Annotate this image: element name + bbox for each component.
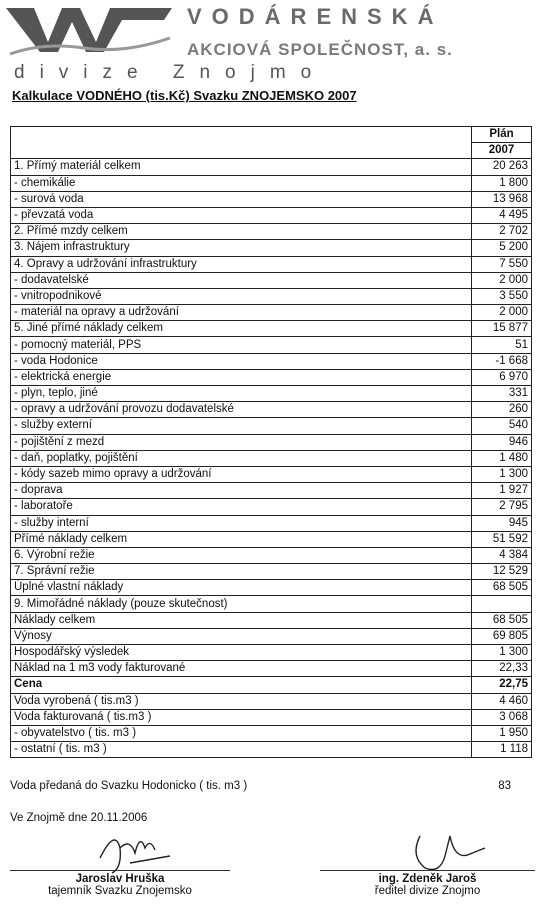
row-label: - daň, poplatky, pojištění (11, 450, 472, 466)
row-label: - kódy sazeb mimo opravy a udržování (11, 466, 472, 482)
table-row (11, 434, 532, 450)
row-label: Náklad na 1 m3 vody fakturované (11, 661, 472, 677)
row-label: - opravy a udržování provozu dodavatelské (11, 402, 472, 418)
table-row (11, 725, 532, 741)
row-label: - plyn, teplo, jiné (11, 386, 472, 402)
row-value: 946 (472, 434, 532, 450)
signature-right (400, 826, 490, 876)
row-value: 2 702 (472, 224, 532, 240)
row-label: 1. Přímý materiál celkem (11, 159, 472, 175)
signature-block-right (320, 870, 535, 897)
handed-over-label: Voda předaná do Svazku Hodonicko ( tis. m3 ) (10, 780, 248, 792)
row-label: 5. Jiné přímé náklady celkem (11, 321, 472, 337)
row-value: 260 (472, 402, 532, 418)
table-row (11, 515, 532, 531)
row-label: - elektrická energie (11, 369, 472, 385)
calculation-table (10, 126, 532, 758)
letterhead (4, 2, 535, 84)
row-label: Hospodářský výsledek (11, 645, 472, 661)
date-line: Ve Znojmě dne 20.11.2006 (10, 812, 148, 824)
table-row (11, 159, 532, 175)
table-row (11, 693, 532, 709)
handed-over-line (10, 780, 531, 792)
row-label: Výnosy (11, 628, 472, 644)
row-value: 945 (472, 515, 532, 531)
table-row (11, 224, 532, 240)
row-label: Přímé náklady celkem (11, 531, 472, 547)
row-value: 1 480 (472, 450, 532, 466)
row-value: 1 950 (472, 725, 532, 741)
table-row (11, 499, 532, 515)
row-label: - chemikálie (11, 175, 472, 191)
row-label: Cena (11, 677, 472, 693)
row-label: Úplné vlastní náklady (11, 580, 472, 596)
row-label: Voda fakturovaná ( tis.m3 ) (11, 709, 472, 725)
row-value: 1 118 (472, 742, 532, 758)
document-title: Kalkulace VODNÉHO (tis.Kč) Svazku ZNOJEMSKO 2007 (12, 88, 357, 103)
company-name-line2: AKCIOVÁ SPOLEČNOST, a. s. (187, 40, 453, 59)
row-value: 2 795 (472, 499, 532, 515)
row-value: 1 927 (472, 483, 532, 499)
signature-line (10, 870, 230, 871)
row-value: 68 505 (472, 612, 532, 628)
table-row (11, 207, 532, 223)
table-row (11, 742, 532, 758)
row-value: 3 550 (472, 288, 532, 304)
header-year: 2007 (472, 143, 532, 159)
table-row (11, 677, 532, 693)
row-value: 51 592 (472, 531, 532, 547)
table-row (11, 580, 532, 596)
company-logo (4, 2, 174, 58)
table-row (11, 709, 532, 725)
row-value: 2 000 (472, 272, 532, 288)
row-value: 540 (472, 418, 532, 434)
row-label: - materiál na opravy a udržování (11, 305, 472, 321)
row-label: - obyvatelstvo ( tis. m3 ) (11, 725, 472, 741)
table-row (11, 564, 532, 580)
row-label: 4. Opravy a udržování infrastruktury (11, 256, 472, 272)
table-row (11, 466, 532, 482)
table-row (11, 386, 532, 402)
signatory-role: ředitel divize Znojmo (374, 885, 481, 897)
row-value: 5 200 (472, 240, 532, 256)
row-value: 3 068 (472, 709, 532, 725)
table-row (11, 596, 532, 612)
signatory-name: ing. Zdeněk Jaroš (378, 873, 477, 885)
table-row (11, 305, 532, 321)
table-row (11, 321, 532, 337)
row-label: - pomocný materiál, PPS (11, 337, 472, 353)
row-label: - surová voda (11, 191, 472, 207)
row-label: - pojištění z mezd (11, 434, 472, 450)
row-value: 2 000 (472, 305, 532, 321)
row-value: 22,33 (472, 661, 532, 677)
signature-left (90, 818, 180, 878)
table-row (11, 418, 532, 434)
row-label: - doprava (11, 483, 472, 499)
table-row (11, 661, 532, 677)
row-value (472, 596, 532, 612)
row-label: 3. Nájem infrastruktury (11, 240, 472, 256)
table-row (11, 402, 532, 418)
row-value: 13 968 (472, 191, 532, 207)
row-value: 15 877 (472, 321, 532, 337)
table-row (11, 531, 532, 547)
table-row (11, 272, 532, 288)
table-row (11, 240, 532, 256)
row-value: 4 384 (472, 547, 532, 563)
division-name: divize Znojmo (14, 62, 327, 83)
row-value: 1 300 (472, 466, 532, 482)
row-label: - služby interní (11, 515, 472, 531)
company-name-line1: VODÁRENSKÁ (187, 4, 444, 29)
header-plan: Plán (472, 127, 532, 143)
table-row (11, 483, 532, 499)
row-label: - vnitropodnikové (11, 288, 472, 304)
table-row (11, 256, 532, 272)
table-row (11, 337, 532, 353)
row-value: 7 550 (472, 256, 532, 272)
row-label: - ostatní ( tis. m3 ) (11, 742, 472, 758)
row-label: 6. Výrobní režie (11, 547, 472, 563)
row-value: -1 668 (472, 353, 532, 369)
signatory-role: tajemník Svazku Znojemsko (48, 885, 192, 897)
row-value: 22,75 (472, 677, 532, 693)
table-row (11, 547, 532, 563)
row-value: 331 (472, 386, 532, 402)
row-value: 4 460 (472, 693, 532, 709)
row-label: - voda Hodonice (11, 353, 472, 369)
table-row (11, 645, 532, 661)
row-value: 69 805 (472, 628, 532, 644)
table-row (11, 628, 532, 644)
table-row (11, 191, 532, 207)
table-row (11, 612, 532, 628)
signature-line (320, 870, 535, 871)
table-row (11, 288, 532, 304)
signature-block-left (10, 870, 230, 897)
table-row (11, 369, 532, 385)
table-row (11, 175, 532, 191)
header-blank-2 (11, 143, 472, 159)
row-label: 7. Správní režie (11, 564, 472, 580)
row-value: 1 300 (472, 645, 532, 661)
row-label: - převzatá voda (11, 207, 472, 223)
header-blank (11, 127, 472, 143)
row-value: 51 (472, 337, 532, 353)
row-value: 4 495 (472, 207, 532, 223)
row-label: 2. Přímé mzdy celkem (11, 224, 472, 240)
row-value: 1 800 (472, 175, 532, 191)
row-value: 6 970 (472, 369, 532, 385)
row-label: Náklady celkem (11, 612, 472, 628)
row-label: - služby externí (11, 418, 472, 434)
row-label: Voda vyrobená ( tis.m3 ) (11, 693, 472, 709)
row-label: - dodavatelské (11, 272, 472, 288)
row-value: 12 529 (472, 564, 532, 580)
signatory-name: Jaroslav Hruška (75, 873, 165, 885)
table-row (11, 353, 532, 369)
handed-over-value: 83 (498, 780, 511, 792)
row-label: 9. Mimořádné náklady (pouze skutečnost) (11, 596, 472, 612)
row-value: 68 505 (472, 580, 532, 596)
row-value: 20 263 (472, 159, 532, 175)
row-label: - laboratoře (11, 499, 472, 515)
table-row (11, 450, 532, 466)
